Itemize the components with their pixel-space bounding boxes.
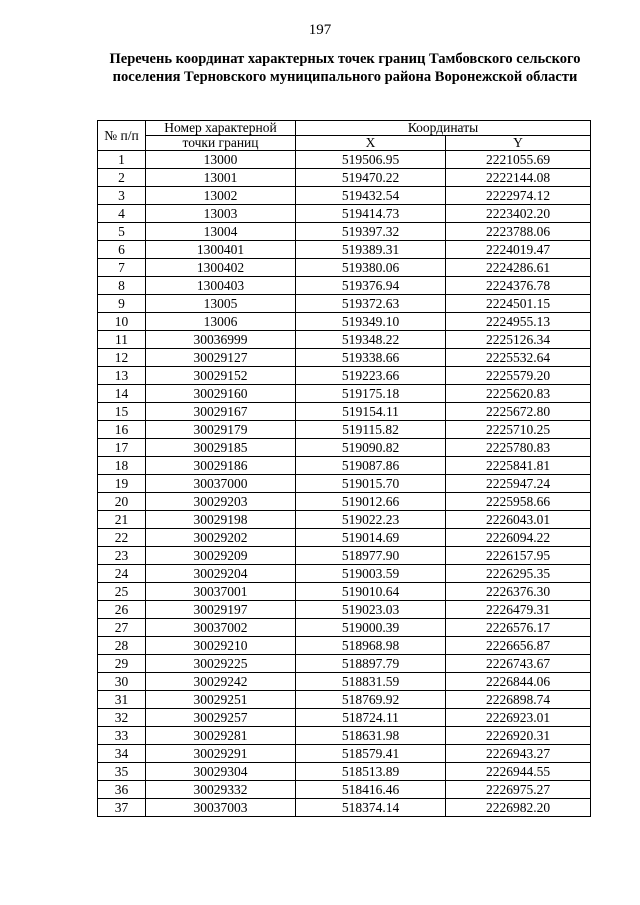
table-row xyxy=(98,799,591,817)
point-id-cell: 1300401 xyxy=(146,241,296,259)
table-row xyxy=(98,547,591,565)
x-coordinate-cell: 518968.98 xyxy=(296,637,446,655)
point-id-cell: 13002 xyxy=(146,187,296,205)
table-row xyxy=(98,583,591,601)
header-y: Y xyxy=(446,136,591,151)
x-coordinate-cell: 518897.79 xyxy=(296,655,446,673)
x-coordinate-cell: 518513.89 xyxy=(296,763,446,781)
x-coordinate-cell: 519432.54 xyxy=(296,187,446,205)
row-number-cell: 4 xyxy=(98,205,146,223)
y-coordinate-cell: 2223402.20 xyxy=(446,205,591,223)
point-id-cell: 30036999 xyxy=(146,331,296,349)
point-id-cell: 13000 xyxy=(146,151,296,169)
point-id-cell: 30029281 xyxy=(146,727,296,745)
table-body xyxy=(98,151,591,817)
table-row xyxy=(98,619,591,637)
y-coordinate-cell: 2226982.20 xyxy=(446,799,591,817)
x-coordinate-cell: 518831.59 xyxy=(296,673,446,691)
x-coordinate-cell: 519223.66 xyxy=(296,367,446,385)
table-row xyxy=(98,763,591,781)
point-id-cell: 30029204 xyxy=(146,565,296,583)
row-number-cell: 36 xyxy=(98,781,146,799)
x-coordinate-cell: 518579.41 xyxy=(296,745,446,763)
table-row xyxy=(98,313,591,331)
point-id-cell: 30029167 xyxy=(146,403,296,421)
y-coordinate-cell: 2222974.12 xyxy=(446,187,591,205)
table-row xyxy=(98,529,591,547)
table-row xyxy=(98,385,591,403)
point-id-cell: 30029251 xyxy=(146,691,296,709)
y-coordinate-cell: 2225841.81 xyxy=(446,457,591,475)
table-row xyxy=(98,511,591,529)
y-coordinate-cell: 2224019.47 xyxy=(446,241,591,259)
x-coordinate-cell: 519087.86 xyxy=(296,457,446,475)
table-row xyxy=(98,655,591,673)
y-coordinate-cell: 2223788.06 xyxy=(446,223,591,241)
table-row xyxy=(98,493,591,511)
row-number-cell: 26 xyxy=(98,601,146,619)
row-number-cell: 37 xyxy=(98,799,146,817)
y-coordinate-cell: 2225958.66 xyxy=(446,493,591,511)
point-id-cell: 13005 xyxy=(146,295,296,313)
point-id-cell: 30029332 xyxy=(146,781,296,799)
x-coordinate-cell: 519414.73 xyxy=(296,205,446,223)
row-number-cell: 35 xyxy=(98,763,146,781)
point-id-cell: 30029257 xyxy=(146,709,296,727)
x-coordinate-cell: 519090.82 xyxy=(296,439,446,457)
y-coordinate-cell: 2226743.67 xyxy=(446,655,591,673)
table-row xyxy=(98,457,591,475)
row-number-cell: 2 xyxy=(98,169,146,187)
table-row xyxy=(98,709,591,727)
y-coordinate-cell: 2226376.30 xyxy=(446,583,591,601)
x-coordinate-cell: 519012.66 xyxy=(296,493,446,511)
table-row xyxy=(98,331,591,349)
y-coordinate-cell: 2226295.35 xyxy=(446,565,591,583)
row-number-cell: 15 xyxy=(98,403,146,421)
y-coordinate-cell: 2225780.83 xyxy=(446,439,591,457)
row-number-cell: 25 xyxy=(98,583,146,601)
header-coordinates: Координаты xyxy=(296,121,591,136)
point-id-cell: 30037001 xyxy=(146,583,296,601)
x-coordinate-cell: 519023.03 xyxy=(296,601,446,619)
table-row xyxy=(98,349,591,367)
point-id-cell: 13003 xyxy=(146,205,296,223)
x-coordinate-cell: 519470.22 xyxy=(296,169,446,187)
y-coordinate-cell: 2225710.25 xyxy=(446,421,591,439)
point-id-cell: 30029152 xyxy=(146,367,296,385)
row-number-cell: 9 xyxy=(98,295,146,313)
page-number: 197 xyxy=(308,22,332,38)
row-number-cell: 23 xyxy=(98,547,146,565)
point-id-cell: 1300402 xyxy=(146,259,296,277)
x-coordinate-cell: 519154.11 xyxy=(296,403,446,421)
point-id-cell: 30037000 xyxy=(146,475,296,493)
row-number-cell: 31 xyxy=(98,691,146,709)
row-number-cell: 6 xyxy=(98,241,146,259)
table-row xyxy=(98,637,591,655)
table-row xyxy=(98,259,591,277)
table-row xyxy=(98,439,591,457)
table-row xyxy=(98,187,591,205)
header-x: X xyxy=(296,136,446,151)
x-coordinate-cell: 518416.46 xyxy=(296,781,446,799)
row-number-cell: 13 xyxy=(98,367,146,385)
point-id-cell: 30029197 xyxy=(146,601,296,619)
y-coordinate-cell: 2225672.80 xyxy=(446,403,591,421)
point-id-cell: 30029202 xyxy=(146,529,296,547)
table-row xyxy=(98,601,591,619)
point-id-cell: 30029242 xyxy=(146,673,296,691)
x-coordinate-cell: 519506.95 xyxy=(296,151,446,169)
x-coordinate-cell: 518724.11 xyxy=(296,709,446,727)
y-coordinate-cell: 2222144.08 xyxy=(446,169,591,187)
y-coordinate-cell: 2226944.55 xyxy=(446,763,591,781)
table-row xyxy=(98,205,591,223)
x-coordinate-cell: 519000.39 xyxy=(296,619,446,637)
row-number-cell: 18 xyxy=(98,457,146,475)
table-row xyxy=(98,295,591,313)
y-coordinate-cell: 2226656.87 xyxy=(446,637,591,655)
y-coordinate-cell: 2224286.61 xyxy=(446,259,591,277)
point-id-cell: 13006 xyxy=(146,313,296,331)
y-coordinate-cell: 2226576.17 xyxy=(446,619,591,637)
row-number-cell: 7 xyxy=(98,259,146,277)
y-coordinate-cell: 2226844.06 xyxy=(446,673,591,691)
row-number-cell: 3 xyxy=(98,187,146,205)
table-row xyxy=(98,565,591,583)
table-row xyxy=(98,277,591,295)
point-id-cell: 30029160 xyxy=(146,385,296,403)
point-id-cell: 1300403 xyxy=(146,277,296,295)
x-coordinate-cell: 519010.64 xyxy=(296,583,446,601)
table-row xyxy=(98,727,591,745)
y-coordinate-cell: 2225947.24 xyxy=(446,475,591,493)
table-row xyxy=(98,151,591,169)
point-id-cell: 30029179 xyxy=(146,421,296,439)
x-coordinate-cell: 519003.59 xyxy=(296,565,446,583)
x-coordinate-cell: 519389.31 xyxy=(296,241,446,259)
table-row xyxy=(98,241,591,259)
x-coordinate-cell: 519372.63 xyxy=(296,295,446,313)
header-point-line1: Номер характерной xyxy=(146,121,296,136)
x-coordinate-cell: 519022.23 xyxy=(296,511,446,529)
y-coordinate-cell: 2224501.15 xyxy=(446,295,591,313)
point-id-cell: 30029291 xyxy=(146,745,296,763)
table-row xyxy=(98,745,591,763)
x-coordinate-cell: 519397.32 xyxy=(296,223,446,241)
table-row xyxy=(98,223,591,241)
table-row xyxy=(98,421,591,439)
coordinates-table xyxy=(97,120,591,817)
y-coordinate-cell: 2221055.69 xyxy=(446,151,591,169)
row-number-cell: 1 xyxy=(98,151,146,169)
row-number-cell: 5 xyxy=(98,223,146,241)
document-title: Перечень координат характерных точек границ Тамбовского сельского поселения Терновского муниципального района Воронежской области xyxy=(109,51,581,85)
point-id-cell: 30029210 xyxy=(146,637,296,655)
point-id-cell: 30037003 xyxy=(146,799,296,817)
y-coordinate-cell: 2225532.64 xyxy=(446,349,591,367)
point-id-cell: 30029185 xyxy=(146,439,296,457)
x-coordinate-cell: 518977.90 xyxy=(296,547,446,565)
row-number-cell: 34 xyxy=(98,745,146,763)
x-coordinate-cell: 518374.14 xyxy=(296,799,446,817)
row-number-cell: 21 xyxy=(98,511,146,529)
table-row xyxy=(98,691,591,709)
x-coordinate-cell: 519349.10 xyxy=(296,313,446,331)
y-coordinate-cell: 2224376.78 xyxy=(446,277,591,295)
x-coordinate-cell: 519014.69 xyxy=(296,529,446,547)
x-coordinate-cell: 519338.66 xyxy=(296,349,446,367)
row-number-cell: 33 xyxy=(98,727,146,745)
row-number-cell: 30 xyxy=(98,673,146,691)
table-row xyxy=(98,475,591,493)
x-coordinate-cell: 519015.70 xyxy=(296,475,446,493)
y-coordinate-cell: 2226479.31 xyxy=(446,601,591,619)
x-coordinate-cell: 519380.06 xyxy=(296,259,446,277)
x-coordinate-cell: 519348.22 xyxy=(296,331,446,349)
point-id-cell: 30029186 xyxy=(146,457,296,475)
y-coordinate-cell: 2226043.01 xyxy=(446,511,591,529)
row-number-cell: 8 xyxy=(98,277,146,295)
row-number-cell: 11 xyxy=(98,331,146,349)
row-number-cell: 17 xyxy=(98,439,146,457)
point-id-cell: 30029203 xyxy=(146,493,296,511)
x-coordinate-cell: 519376.94 xyxy=(296,277,446,295)
header-number: № п/п xyxy=(98,121,146,151)
point-id-cell: 13001 xyxy=(146,169,296,187)
point-id-cell: 30029225 xyxy=(146,655,296,673)
table-row xyxy=(98,403,591,421)
row-number-cell: 32 xyxy=(98,709,146,727)
point-id-cell: 30029127 xyxy=(146,349,296,367)
y-coordinate-cell: 2225126.34 xyxy=(446,331,591,349)
x-coordinate-cell: 518769.92 xyxy=(296,691,446,709)
row-number-cell: 12 xyxy=(98,349,146,367)
x-coordinate-cell: 519115.82 xyxy=(296,421,446,439)
y-coordinate-cell: 2226923.01 xyxy=(446,709,591,727)
point-id-cell: 13004 xyxy=(146,223,296,241)
point-id-cell: 30029209 xyxy=(146,547,296,565)
table-row xyxy=(98,367,591,385)
x-coordinate-cell: 518631.98 xyxy=(296,727,446,745)
y-coordinate-cell: 2226898.74 xyxy=(446,691,591,709)
y-coordinate-cell: 2226094.22 xyxy=(446,529,591,547)
y-coordinate-cell: 2225620.83 xyxy=(446,385,591,403)
point-id-cell: 30037002 xyxy=(146,619,296,637)
row-number-cell: 20 xyxy=(98,493,146,511)
point-id-cell: 30029304 xyxy=(146,763,296,781)
row-number-cell: 16 xyxy=(98,421,146,439)
row-number-cell: 22 xyxy=(98,529,146,547)
table-row xyxy=(98,781,591,799)
row-number-cell: 27 xyxy=(98,619,146,637)
x-coordinate-cell: 519175.18 xyxy=(296,385,446,403)
table-header xyxy=(98,121,591,151)
y-coordinate-cell: 2226943.27 xyxy=(446,745,591,763)
point-id-cell: 30029198 xyxy=(146,511,296,529)
y-coordinate-cell: 2226975.27 xyxy=(446,781,591,799)
table-row xyxy=(98,169,591,187)
row-number-cell: 14 xyxy=(98,385,146,403)
row-number-cell: 29 xyxy=(98,655,146,673)
y-coordinate-cell: 2226157.95 xyxy=(446,547,591,565)
row-number-cell: 10 xyxy=(98,313,146,331)
y-coordinate-cell: 2226920.31 xyxy=(446,727,591,745)
row-number-cell: 24 xyxy=(98,565,146,583)
row-number-cell: 19 xyxy=(98,475,146,493)
y-coordinate-cell: 2225579.20 xyxy=(446,367,591,385)
row-number-cell: 28 xyxy=(98,637,146,655)
table-row xyxy=(98,673,591,691)
y-coordinate-cell: 2224955.13 xyxy=(446,313,591,331)
header-point-line2: точки границ xyxy=(146,136,296,151)
